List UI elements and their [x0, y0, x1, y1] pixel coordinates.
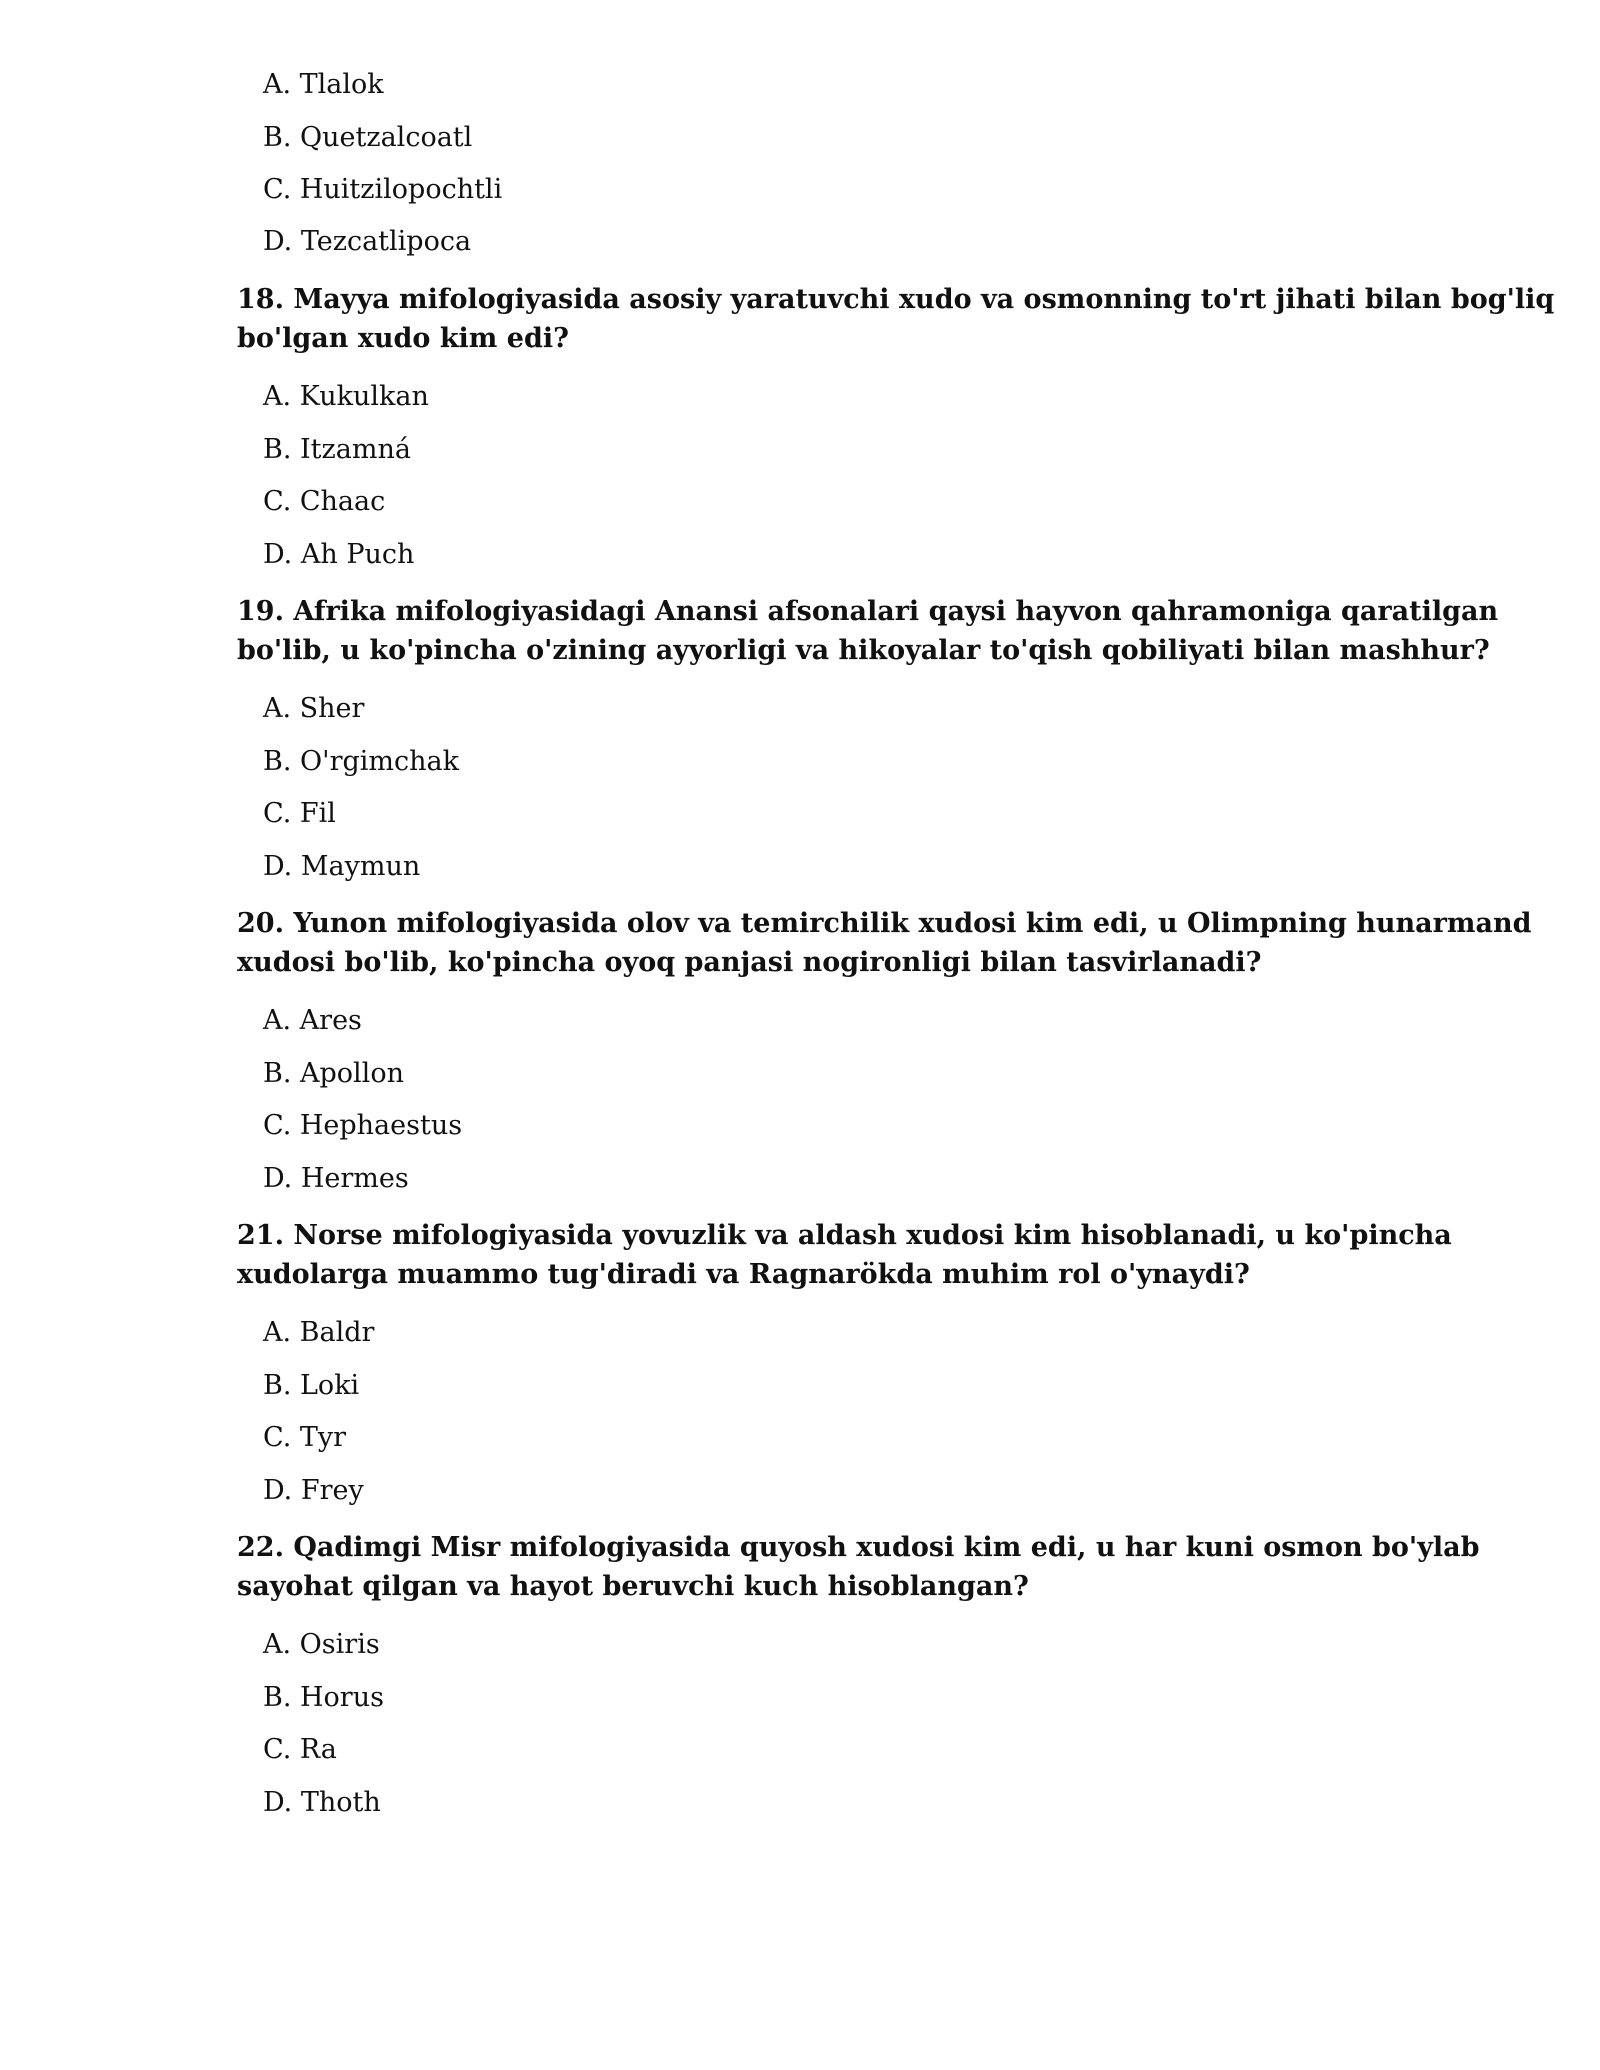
option-d: D. Frey — [263, 1475, 364, 1506]
question-text-line: 19. Afrika mifologiyasidagi Anansi afsonalari qaysi hayvon qahramoniga qaratilgan — [237, 596, 1499, 627]
option-a: A. Baldr — [263, 1317, 375, 1348]
question-21 — [237, 1216, 1452, 1294]
option-a: A. Ares — [263, 1005, 362, 1036]
question-text-line: 20. Yunon mifologiyasida olov va temirchilik xudosi kim edi, u Olimpning hunarmand — [237, 908, 1532, 939]
question-19 — [237, 592, 1499, 670]
question-text-line: xudolarga muammo tug'diradi va Ragnarökda muhim rol o'ynaydi? — [237, 1259, 1250, 1290]
option-c: C. Huitzilopochtli — [263, 174, 503, 205]
option-a: A. Sher — [263, 693, 365, 724]
question-text-line: 18. Mayya mifologiyasida asosiy yaratuvchi xudo va osmonning to'rt jihati bilan bog'liq — [237, 284, 1555, 315]
option-d: D. Hermes — [263, 1163, 409, 1194]
option-d: D. Thoth — [263, 1787, 381, 1818]
option-b: B. Apollon — [263, 1058, 404, 1089]
question-text-line: bo'lgan xudo kim edi? — [237, 323, 569, 354]
question-text-line: sayohat qilgan va hayot beruvchi kuch hisoblangan? — [237, 1571, 1029, 1602]
option-d: D. Ah Puch — [263, 539, 415, 570]
option-d: D. Maymun — [263, 851, 421, 882]
option-c: C. Tyr — [263, 1422, 347, 1453]
option-c: C. Hephaestus — [263, 1110, 463, 1141]
option-c: C. Chaac — [263, 486, 386, 517]
question-text-line: 21. Norse mifologiyasida yovuzlik va aldash xudosi kim hisoblanadi, u ko'pincha — [237, 1220, 1452, 1251]
question-20 — [237, 904, 1532, 982]
option-b: B. Loki — [263, 1370, 360, 1401]
question-18 — [237, 280, 1555, 358]
option-a: A. Kukulkan — [263, 381, 429, 412]
option-b: B. Horus — [263, 1682, 384, 1713]
option-b: B. O'rgimchak — [263, 746, 459, 777]
question-text-line: 22. Qadimgi Misr mifologiyasida quyosh xudosi kim edi, u har kuni osmon bo'ylab — [237, 1532, 1480, 1563]
option-a: A. Osiris — [263, 1629, 380, 1660]
question-text-line: bo'lib, u ko'pincha o'zining ayyorligi va hikoyalar to'qish qobiliyati bilan mashhur? — [237, 635, 1490, 666]
option-d: D. Tezcatlipoca — [263, 226, 472, 257]
question-22 — [237, 1528, 1480, 1606]
question-text-line: xudosi bo'lib, ko'pincha oyoq panjasi nogironligi bilan tasvirlanadi? — [237, 947, 1262, 978]
option-c: C. Ra — [263, 1734, 337, 1765]
option-b: B. Itzamná — [263, 434, 411, 465]
option-c: C. Fil — [263, 798, 336, 829]
option-b: B. Quetzalcoatl — [263, 122, 473, 153]
option-a: A. Tlalok — [263, 69, 384, 100]
